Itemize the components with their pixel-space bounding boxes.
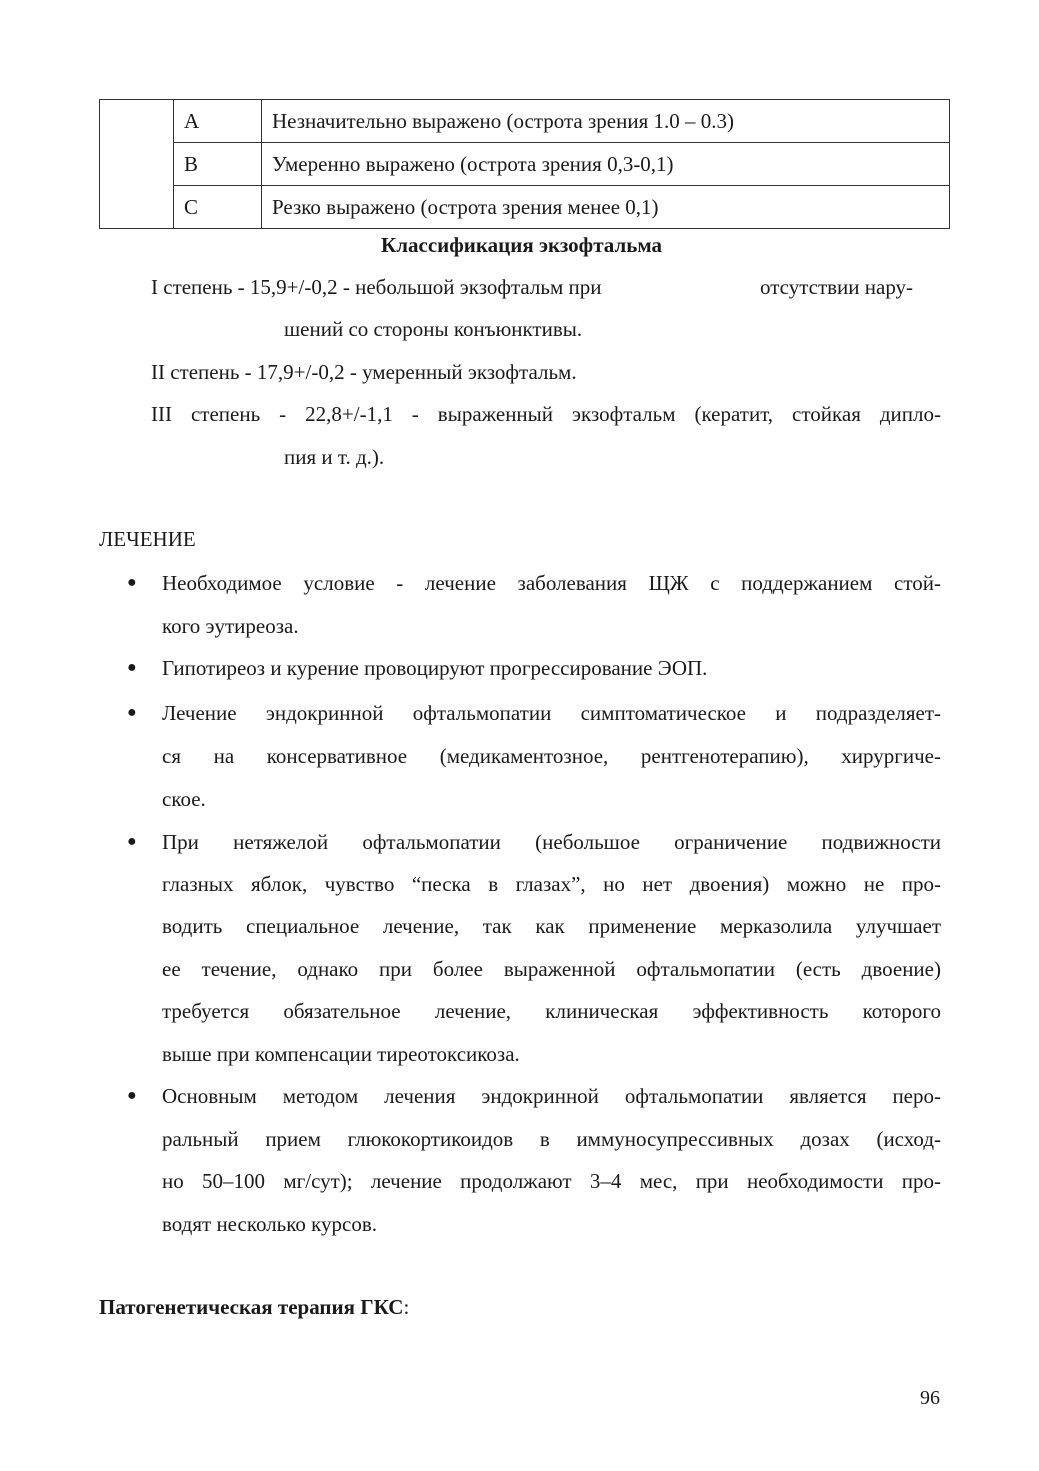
heading-suffix: : (403, 1295, 410, 1319)
table-row (100, 186, 950, 229)
bullet-icon: ● (127, 659, 137, 676)
list-item-line: выше при компенсации тиреотоксикоза. (162, 1042, 520, 1066)
list-item-line: Гипотиреоз и курение провоцируют прогрессирование ЭОП. (162, 656, 708, 680)
list-item-line: ся на консервативное (медикаментозное, рентгенотерапию), хирургиче- (162, 744, 941, 768)
list-item-line: ральный прием глюкокортикоидов в иммуносупрессивных дозах (исход- (162, 1127, 941, 1151)
list-item-line: но 50–100 мг/сут); лечение продолжают 3–4 мес, при необходимости про- (162, 1169, 941, 1193)
pathogenetic-therapy-heading (99, 1294, 409, 1320)
description-cell: Незначительно выражено (острота зрения 1.0 – 0.3) (262, 100, 950, 143)
list-item-line: ское. (162, 787, 206, 811)
list-item-line: Лечение эндокринной офтальмопатии симптоматическое и подразделяет- (162, 701, 941, 725)
description-cell: Умеренно выражено (острота зрения 0,3-0,1) (262, 143, 950, 186)
treatment-heading: ЛЕЧЕНИЕ (99, 527, 196, 551)
degree-1-text: I степень - 15,9+/-0,2 - небольшой экзофтальм при (151, 275, 602, 299)
list-item-line: требуется обязательное лечение, клиническая эффективность которого (162, 999, 941, 1023)
list-item-line: ее течение, однако при более выраженной офтальмопатии (есть двоение) (162, 957, 941, 981)
heading-bold-text: Патогенетическая терапия ГКС (99, 1295, 404, 1319)
table-row (100, 143, 950, 186)
grade-cell: A (174, 100, 262, 143)
bullet-icon: ● (127, 833, 137, 850)
list-item-line: водят несколько курсов. (162, 1212, 378, 1236)
bullet-icon: ● (127, 1087, 137, 1104)
page-number: 96 (920, 1387, 940, 1409)
list-item-line: глазных яблок, чувство “песка в глазах”, но нет двоения) можно не про- (162, 872, 941, 896)
degree-3-text-line2: пия и т. д.). (284, 445, 385, 469)
description-cell: Резко выражено (острота зрения менее 0,1) (262, 186, 950, 229)
grade-cell: C (174, 186, 262, 229)
list-item-line: Основным методом лечения эндокринной офтальмопатии является перо- (162, 1084, 941, 1108)
bullet-icon: ● (127, 574, 137, 591)
table-row (100, 100, 950, 143)
degree-3-text: III степень - 22,8+/-1,1 - выраженный экзофтальм (кератит, стойкая дипло- (151, 402, 941, 426)
degree-1-text-continued: отсутствии нару- (760, 275, 914, 299)
degree-2-text: II степень - 17,9+/-0,2 - умеренный экзофтальм. (151, 360, 577, 384)
bullet-icon: ● (127, 704, 137, 721)
list-item-line: водить специальное лечение, так как применение мерказолила улучшает (162, 914, 941, 938)
classification-title: Классификация экзофтальма (380, 233, 663, 257)
table-empty-cell (100, 100, 174, 229)
list-item-line: Необходимое условие - лечение заболевания ЩЖ с поддержанием стой- (162, 571, 941, 595)
list-item-line: кого эутиреоза. (162, 614, 299, 638)
degree-1-text-line2: шений со стороны конъюнктивы. (284, 317, 583, 341)
grade-cell: B (174, 143, 262, 186)
visual-acuity-table (99, 99, 950, 229)
list-item-line: При нетяжелой офтальмопатии (небольшое ограничение подвижности (162, 830, 941, 854)
